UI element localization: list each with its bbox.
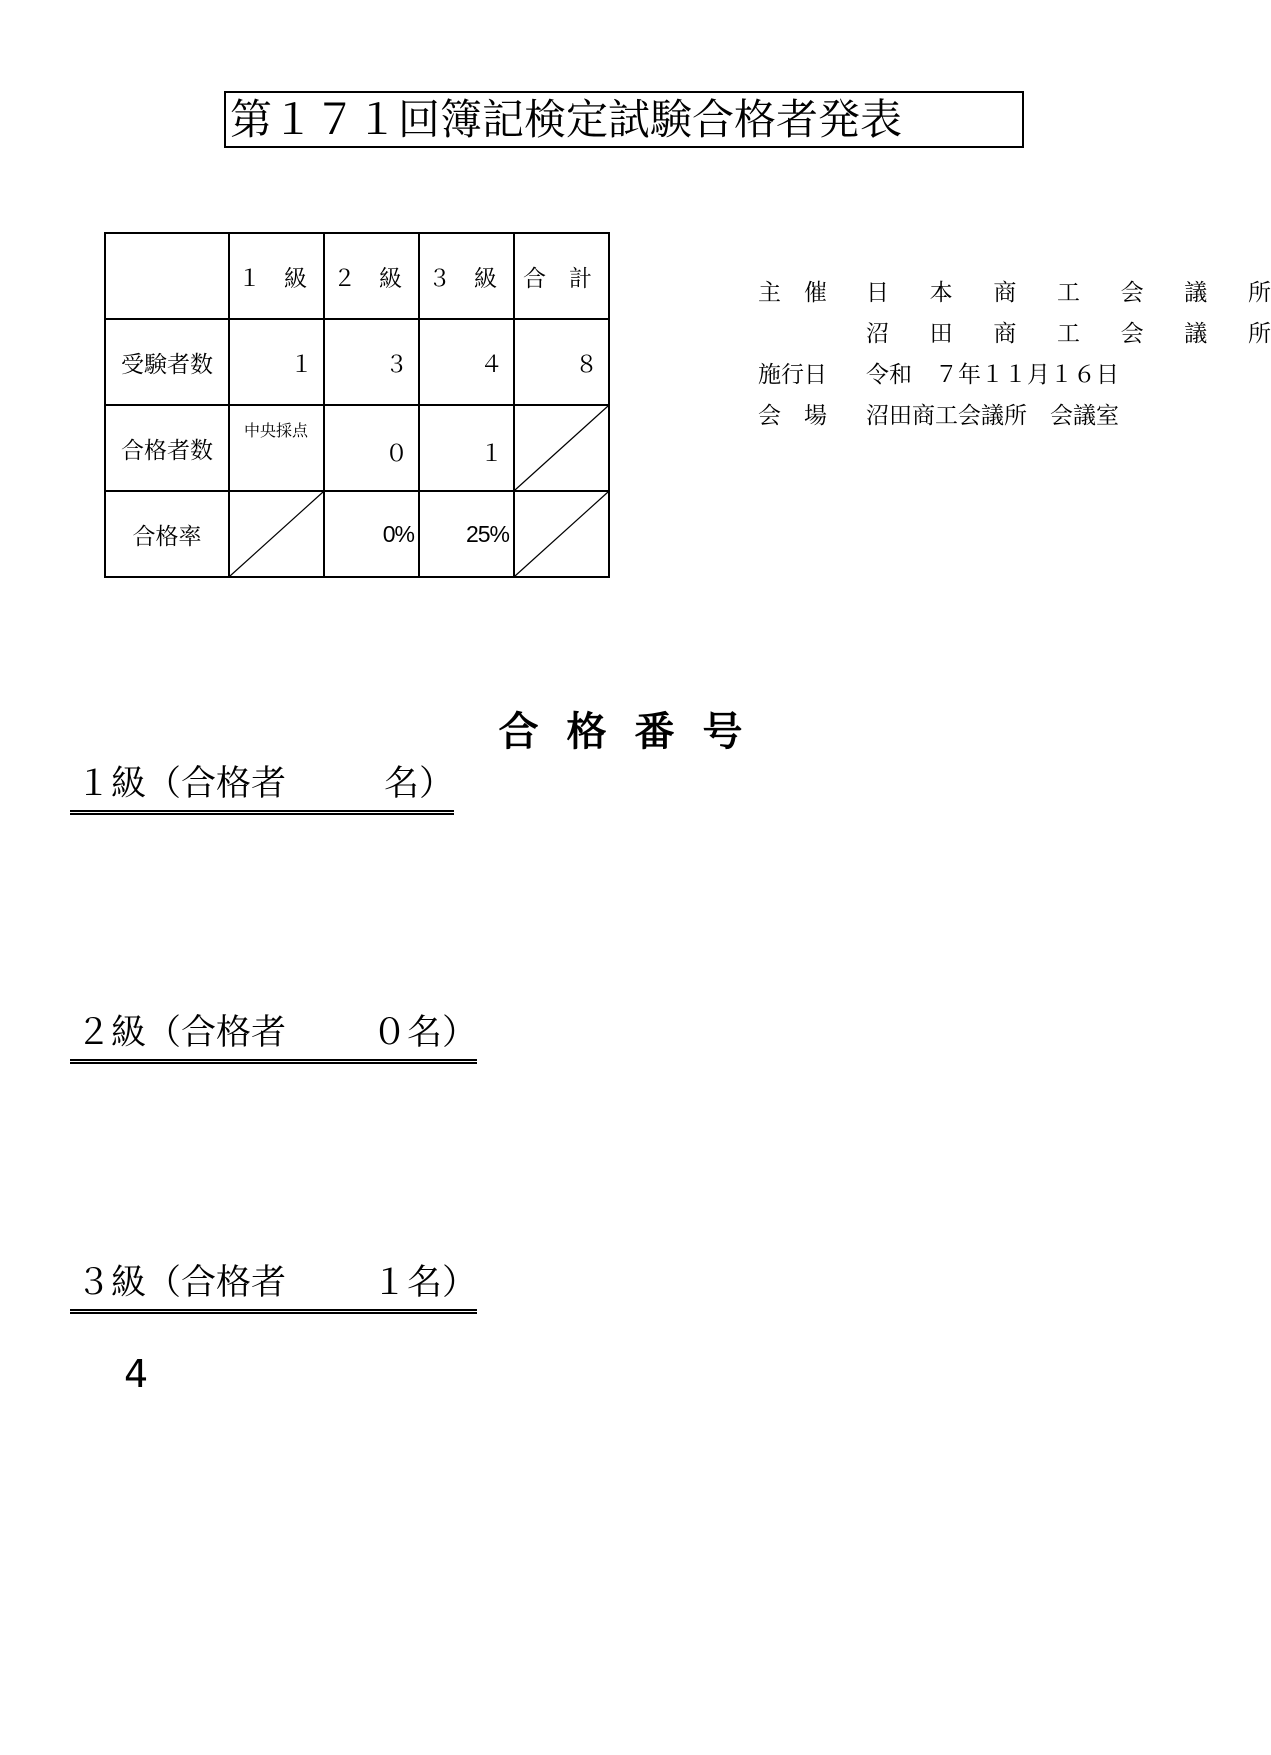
stats-table	[104, 232, 610, 578]
stats-header-row	[105, 233, 609, 319]
spread-char: 日	[866, 280, 889, 306]
diagonal-slash	[515, 406, 608, 490]
header-total: 合 計	[514, 233, 609, 319]
info-sponsor-2	[866, 317, 1271, 351]
pass-rate-grade-2: 0%	[324, 491, 419, 577]
examinees-grade-3: ４	[419, 319, 514, 405]
info-label-venue: 会 場	[758, 403, 827, 429]
document-title: 第１７１回簿記検定試験合格者発表	[224, 91, 1024, 148]
info-venue-value: 沼田商工会議所 会議室	[866, 403, 1119, 429]
grade-1-level: １級（合格者	[76, 764, 287, 804]
header-grade-2: ２ 級	[324, 233, 419, 319]
spread-char: 商	[993, 321, 1017, 347]
examinees-grade-2: ３	[324, 319, 419, 405]
spread-char: 会	[1120, 321, 1144, 347]
grade-2-heading	[70, 1005, 477, 1064]
examinees-grade-1: １	[229, 319, 324, 405]
spread-char: 会	[1120, 280, 1144, 306]
section-title-pass-numbers: 合格番号	[498, 709, 771, 755]
grade-3-count: １	[372, 1263, 408, 1303]
passers-grade-3: １	[419, 405, 514, 491]
row-label-passers: 合格者数	[105, 405, 229, 491]
spread-char: 議	[1184, 321, 1208, 347]
passers-total-crossed	[514, 405, 609, 491]
spread-char: 所	[1247, 321, 1271, 347]
info-date-value: 令和 ７年１１月１６日	[866, 362, 1119, 388]
central-grading-note: 中央採点	[244, 421, 309, 440]
diagonal-slash	[230, 492, 323, 576]
grade-2-suffix: 名）	[407, 1013, 478, 1053]
grade-2-level: ２級（合格者	[76, 1013, 287, 1053]
spread-char: 田	[929, 321, 953, 347]
info-row-venue	[758, 399, 1163, 440]
grade-3-level: ３級（合格者	[76, 1263, 287, 1303]
spread-char: 本	[929, 280, 953, 306]
grade-1-suffix: 名）	[384, 764, 455, 804]
info-sponsor-1	[866, 276, 1271, 310]
spread-char: 所	[1247, 280, 1271, 306]
stats-corner-cell	[105, 233, 229, 319]
row-label-pass-rate: 合格率	[105, 491, 229, 577]
diagonal-slash	[515, 492, 608, 576]
spread-char: 沼	[866, 321, 889, 347]
exam-info	[758, 276, 1271, 440]
grade-3-heading	[70, 1255, 477, 1314]
passers-grade-1	[229, 405, 324, 491]
info-label-sponsor: 主 催	[758, 280, 827, 306]
info-row-sponsor	[758, 276, 1271, 317]
spread-char: 工	[1056, 321, 1080, 347]
pass-rate-grade-3: 25%	[419, 491, 514, 577]
examinees-total: ８	[514, 319, 609, 405]
pass-rate-total-crossed	[514, 491, 609, 577]
stats-row-pass-rate	[105, 491, 609, 577]
spread-char: 工	[1056, 280, 1080, 306]
info-row-date	[758, 358, 1163, 399]
spread-char: 商	[993, 280, 1017, 306]
pass-rate-grade-1-crossed	[229, 491, 324, 577]
stats-row-passers	[105, 405, 609, 491]
info-row-sponsor-2	[758, 317, 1271, 358]
stats-row-examinees	[105, 319, 609, 405]
grade-1-heading	[70, 756, 454, 815]
grade-3-passer-number: 4	[124, 1352, 149, 1396]
info-label-date: 施行日	[758, 362, 827, 388]
header-grade-3: ３ 級	[419, 233, 514, 319]
spread-char: 議	[1184, 280, 1208, 306]
grade-2-count: ０	[372, 1013, 408, 1053]
passers-grade-2: ０	[324, 405, 419, 491]
grade-3-suffix: 名）	[407, 1263, 478, 1303]
header-grade-1: １ 級	[229, 233, 324, 319]
row-label-examinees: 受験者数	[105, 319, 229, 405]
